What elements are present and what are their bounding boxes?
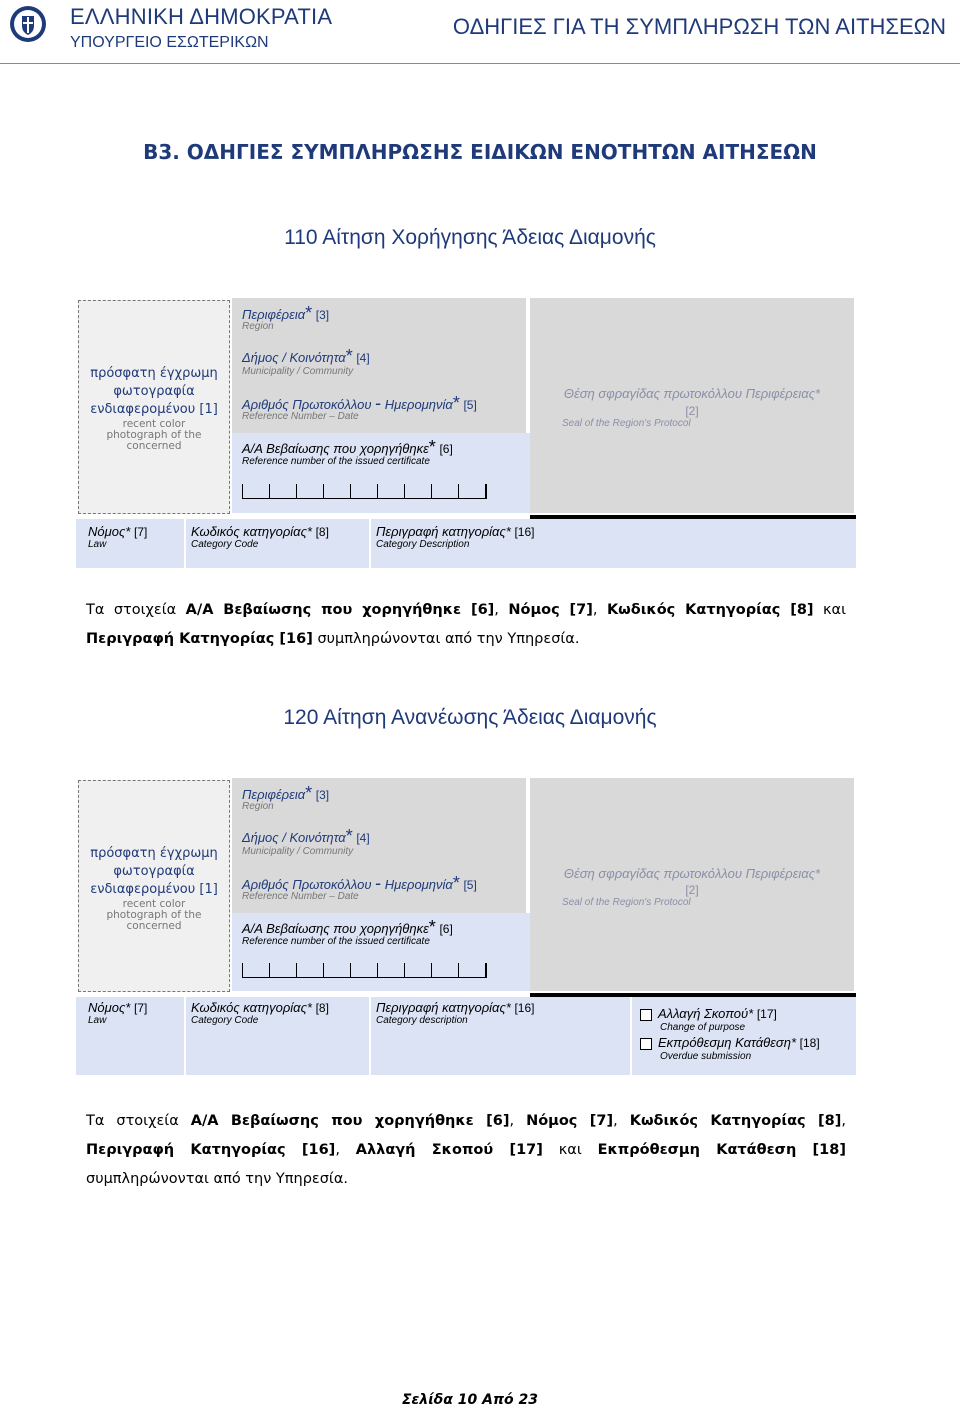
form-110-note: Τα στοιχεία Α/Α Βεβαίωσης που χορηγήθηκε [6], Νόμος [7], Κωδικός Κατηγορίας [8] και Περιγραφή Κατηγορίας [16] συμπληρώνονται από την Υπηρεσία. <box>86 602 846 647</box>
category-code-label: Κωδικός κατηγορίας* [8] <box>191 1000 329 1015</box>
seal-num: [2] <box>685 883 699 897</box>
certificate-sublabel: Reference number of the issued certificate <box>242 456 430 467</box>
category-code-sublabel: Category Code <box>191 1015 259 1026</box>
law-sublabel: Law <box>88 1015 107 1026</box>
photo-en-line1: recent color <box>122 898 186 910</box>
photo-en-line3: concerned <box>126 440 182 452</box>
protocol-label: Αριθμός Πρωτοκόλλου - Ημερομηνία* [5] <box>242 393 477 413</box>
form-120-note: Τα στοιχεία Α/Α Βεβαίωσης που χορηγήθηκε [6], Νόμος [7], Κωδικός Κατηγορίας [8], Περιγραφή Κατηγορίας [16], Αλλαγή Σκοπού [17] και Εκπρόθεσμη Κατάθεση [18] συμπληρώνονται από την Υπηρεσία. <box>86 1113 846 1187</box>
photo-placeholder <box>78 780 230 992</box>
photo-placeholder <box>78 300 230 514</box>
certificate-sublabel: Reference number of the issued certificate <box>242 936 430 947</box>
seal-label: Θέση σφραγίδας πρωτοκόλλου Περιφέρειας* <box>563 866 821 881</box>
photo-en-line2: photograph of the <box>106 909 202 921</box>
greek-coat-of-arms-icon <box>8 4 48 44</box>
certificate-digit-boxes[interactable] <box>242 484 487 499</box>
municipality-sublabel: Municipality / Community <box>242 846 354 857</box>
category-code-label: Κωδικός κατηγορίας* [8] <box>191 524 329 539</box>
law-sublabel: Law <box>88 539 107 550</box>
law-label: Νόμος* [7] <box>88 1000 148 1015</box>
header-divider <box>0 63 960 64</box>
form-110-block <box>76 298 856 568</box>
header-title: ΕΛΛΗΝΙΚΗ ΔΗΜΟΚΡΑΤΙΑ <box>70 4 333 29</box>
photo-en-line1: recent color <box>122 418 186 430</box>
header-subtitle: ΥΠΟΥΡΓΕΙΟ ΕΣΩΤΕΡΙΚΩΝ <box>70 34 269 51</box>
protocol-sublabel: Reference Number – Date <box>242 891 359 902</box>
seal-sublabel: Seal of the Region's Protocol <box>562 418 691 429</box>
category-desc-sublabel: Category description <box>376 1015 468 1026</box>
category-desc-label: Περιγραφή κατηγορίας* [16] <box>376 1000 535 1015</box>
form-120-block <box>76 778 856 1078</box>
photo-label-line3: ενδιαφερομένου <box>90 882 196 897</box>
seal-label: Θέση σφραγίδας πρωτοκόλλου Περιφέρειας* <box>563 386 821 401</box>
photo-en-line3: concerned <box>126 920 182 932</box>
photo-en-line2: photograph of the <box>106 429 202 441</box>
photo-num: [1] <box>199 402 218 417</box>
change-purpose-sublabel: Change of purpose <box>660 1022 746 1033</box>
category-code-sublabel: Category Code <box>191 539 259 550</box>
protocol-label: Αριθμός Πρωτοκόλλου - Ημερομηνία* [5] <box>242 873 477 893</box>
photo-label-line3: ενδιαφερομένου <box>90 402 196 417</box>
certificate-label: Α/Α Βεβαίωσης που χορηγήθηκε* [6] <box>242 437 453 457</box>
photo-label-line1: πρόσφατη έγχρωμη <box>90 846 218 861</box>
region-label: Περιφέρεια* [3] <box>242 783 330 803</box>
category-desc-sublabel: Category Description <box>376 539 470 550</box>
form-120-title: 120 Αίτηση Ανανέωσης Άδειας Διαμονής <box>283 706 657 729</box>
municipality-label: Δήμος / Κοινότητα* [4] <box>242 346 370 366</box>
seal-num: [2] <box>685 404 699 418</box>
checkbox-icon[interactable] <box>640 1038 652 1050</box>
checkbox-icon[interactable] <box>640 1009 652 1021</box>
law-label: Νόμος* [7] <box>88 524 148 539</box>
municipality-sublabel: Municipality / Community <box>242 366 354 377</box>
section-title: Β3. ΟΔΗΓΙΕΣ ΣΥΜΠΛΗΡΩΣΗΣ ΕΙΔΙΚΩΝ ΕΝΟΤΗΤΩΝ ΑΙΤΗΣΕΩΝ <box>143 140 817 164</box>
category-desc-label: Περιγραφή κατηγορίας* [16] <box>376 524 535 539</box>
photo-num: [1] <box>199 882 218 897</box>
seal-sublabel: Seal of the Region's Protocol <box>562 897 691 908</box>
protocol-sublabel: Reference Number – Date <box>242 411 359 422</box>
photo-label-line1: πρόσφατη έγχρωμη <box>90 366 218 381</box>
overdue-sublabel: Overdue submission <box>660 1051 752 1062</box>
header-right-title: ΟΔΗΓΙΕΣ ΓΙΑ ΤΗ ΣΥΜΠΛΗΡΩΣΗ ΤΩΝ ΑΙΤΗΣΕΩΝ <box>452 14 946 39</box>
overdue-checkbox[interactable]: Εκπρόθεσμη Κατάθεση* [18] <box>640 1035 820 1050</box>
region-sublabel: Region <box>242 801 274 812</box>
photo-label-line2: φωτογραφία <box>113 384 195 399</box>
change-purpose-checkbox[interactable]: Αλλαγή Σκοπού* [17] <box>640 1006 777 1021</box>
form-110-title: 110 Αίτηση Χορήγησης Άδειας Διαμονής <box>284 226 656 249</box>
page-footer: Σελίδα 10 Από 23 <box>401 1392 539 1408</box>
municipality-label: Δήμος / Κοινότητα* [4] <box>242 826 370 846</box>
certificate-digit-boxes[interactable] <box>242 963 487 978</box>
certificate-label: Α/Α Βεβαίωσης που χορηγήθηκε* [6] <box>242 917 453 937</box>
region-label: Περιφέρεια* [3] <box>242 303 330 323</box>
region-sublabel: Region <box>242 321 274 332</box>
photo-label-line2: φωτογραφία <box>113 864 195 879</box>
